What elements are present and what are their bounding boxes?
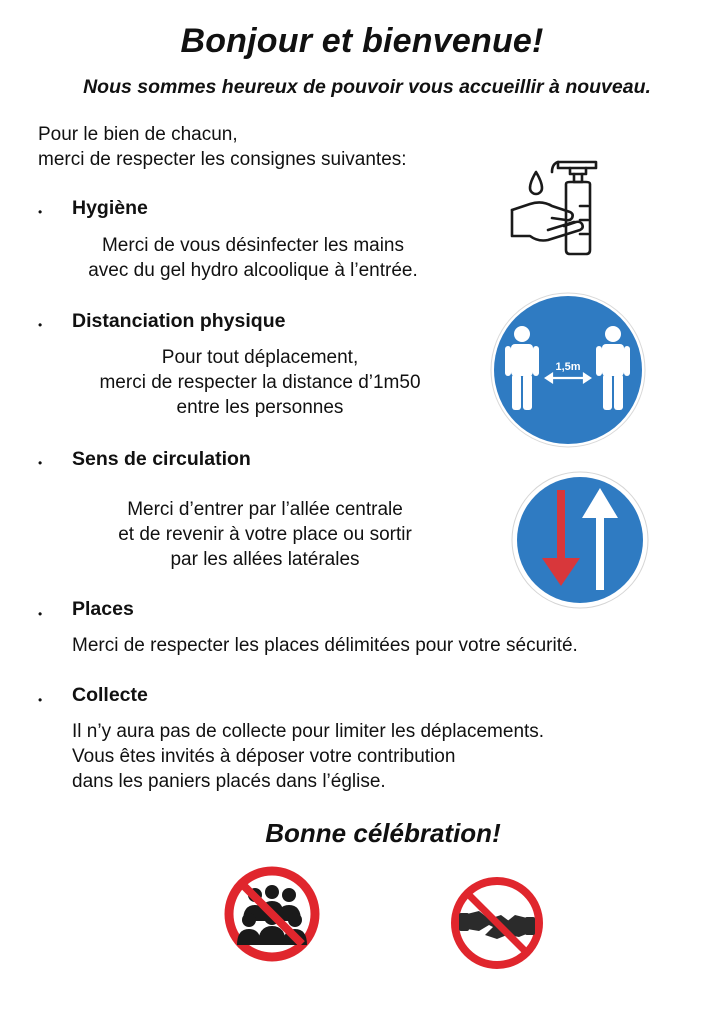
section-text-collecte — [72, 719, 544, 794]
hand-sanitizer-icon — [508, 150, 620, 258]
closing-text: Bonne célébration! — [265, 818, 501, 848]
section-text-places — [72, 633, 578, 658]
text-line: merci de respecter la distance d’1m50 — [99, 372, 421, 393]
section-heading-places: Places — [72, 598, 134, 620]
text-line: entre les personnes — [176, 397, 344, 418]
bullet-marker: • — [38, 693, 43, 707]
intro-text — [38, 122, 407, 172]
text-line: Il n’y aura pas de collecte pour limiter les déplacements. — [72, 721, 545, 742]
text-line: et de revenir à votre place ou sortir — [118, 524, 412, 545]
section-heading-hygiene: Hygiène — [72, 197, 148, 219]
no-gathering-icon — [223, 865, 321, 963]
text-line: Merci de respecter les places délimitées pour votre sécurité. — [72, 635, 578, 656]
bullet-marker: • — [38, 607, 43, 621]
traffic-direction-icon — [510, 470, 650, 610]
intro-line: merci de respecter les consignes suivantes: — [38, 149, 407, 170]
page-title: Bonjour et bienvenue! — [180, 22, 544, 60]
text-line: Pour tout déplacement, — [161, 347, 359, 368]
social-distance-icon — [488, 290, 648, 450]
section-heading-distancing: Distanciation physique — [72, 310, 286, 332]
no-handshake-icon — [449, 875, 545, 971]
text-line: Merci de vous désinfecter les mains — [101, 235, 404, 256]
section-text-hygiene — [60, 233, 446, 283]
text-line: Merci d’entrer par l’allée centrale — [127, 499, 403, 520]
text-line: Vous êtes invités à déposer votre contribution — [72, 746, 456, 767]
distance-label: 1,5m — [555, 361, 581, 373]
section-text-distancing — [60, 345, 460, 420]
text-line: par les allées latérales — [170, 549, 360, 570]
page-subtitle: Nous sommes heureux de pouvoir vous accueillir à nouveau. — [83, 76, 651, 98]
bullet-marker: • — [38, 456, 43, 470]
text-line: avec du gel hydro alcoolique à l’entrée. — [88, 260, 418, 281]
intro-line: Pour le bien de chacun, — [38, 124, 238, 145]
section-heading-collecte: Collecte — [72, 684, 148, 706]
section-text-circulation — [80, 497, 450, 572]
section-heading-circulation: Sens de circulation — [72, 448, 251, 470]
bullet-marker: • — [38, 205, 43, 219]
bullet-marker: • — [38, 318, 43, 332]
text-line: dans les paniers placés dans l’église. — [72, 771, 386, 792]
